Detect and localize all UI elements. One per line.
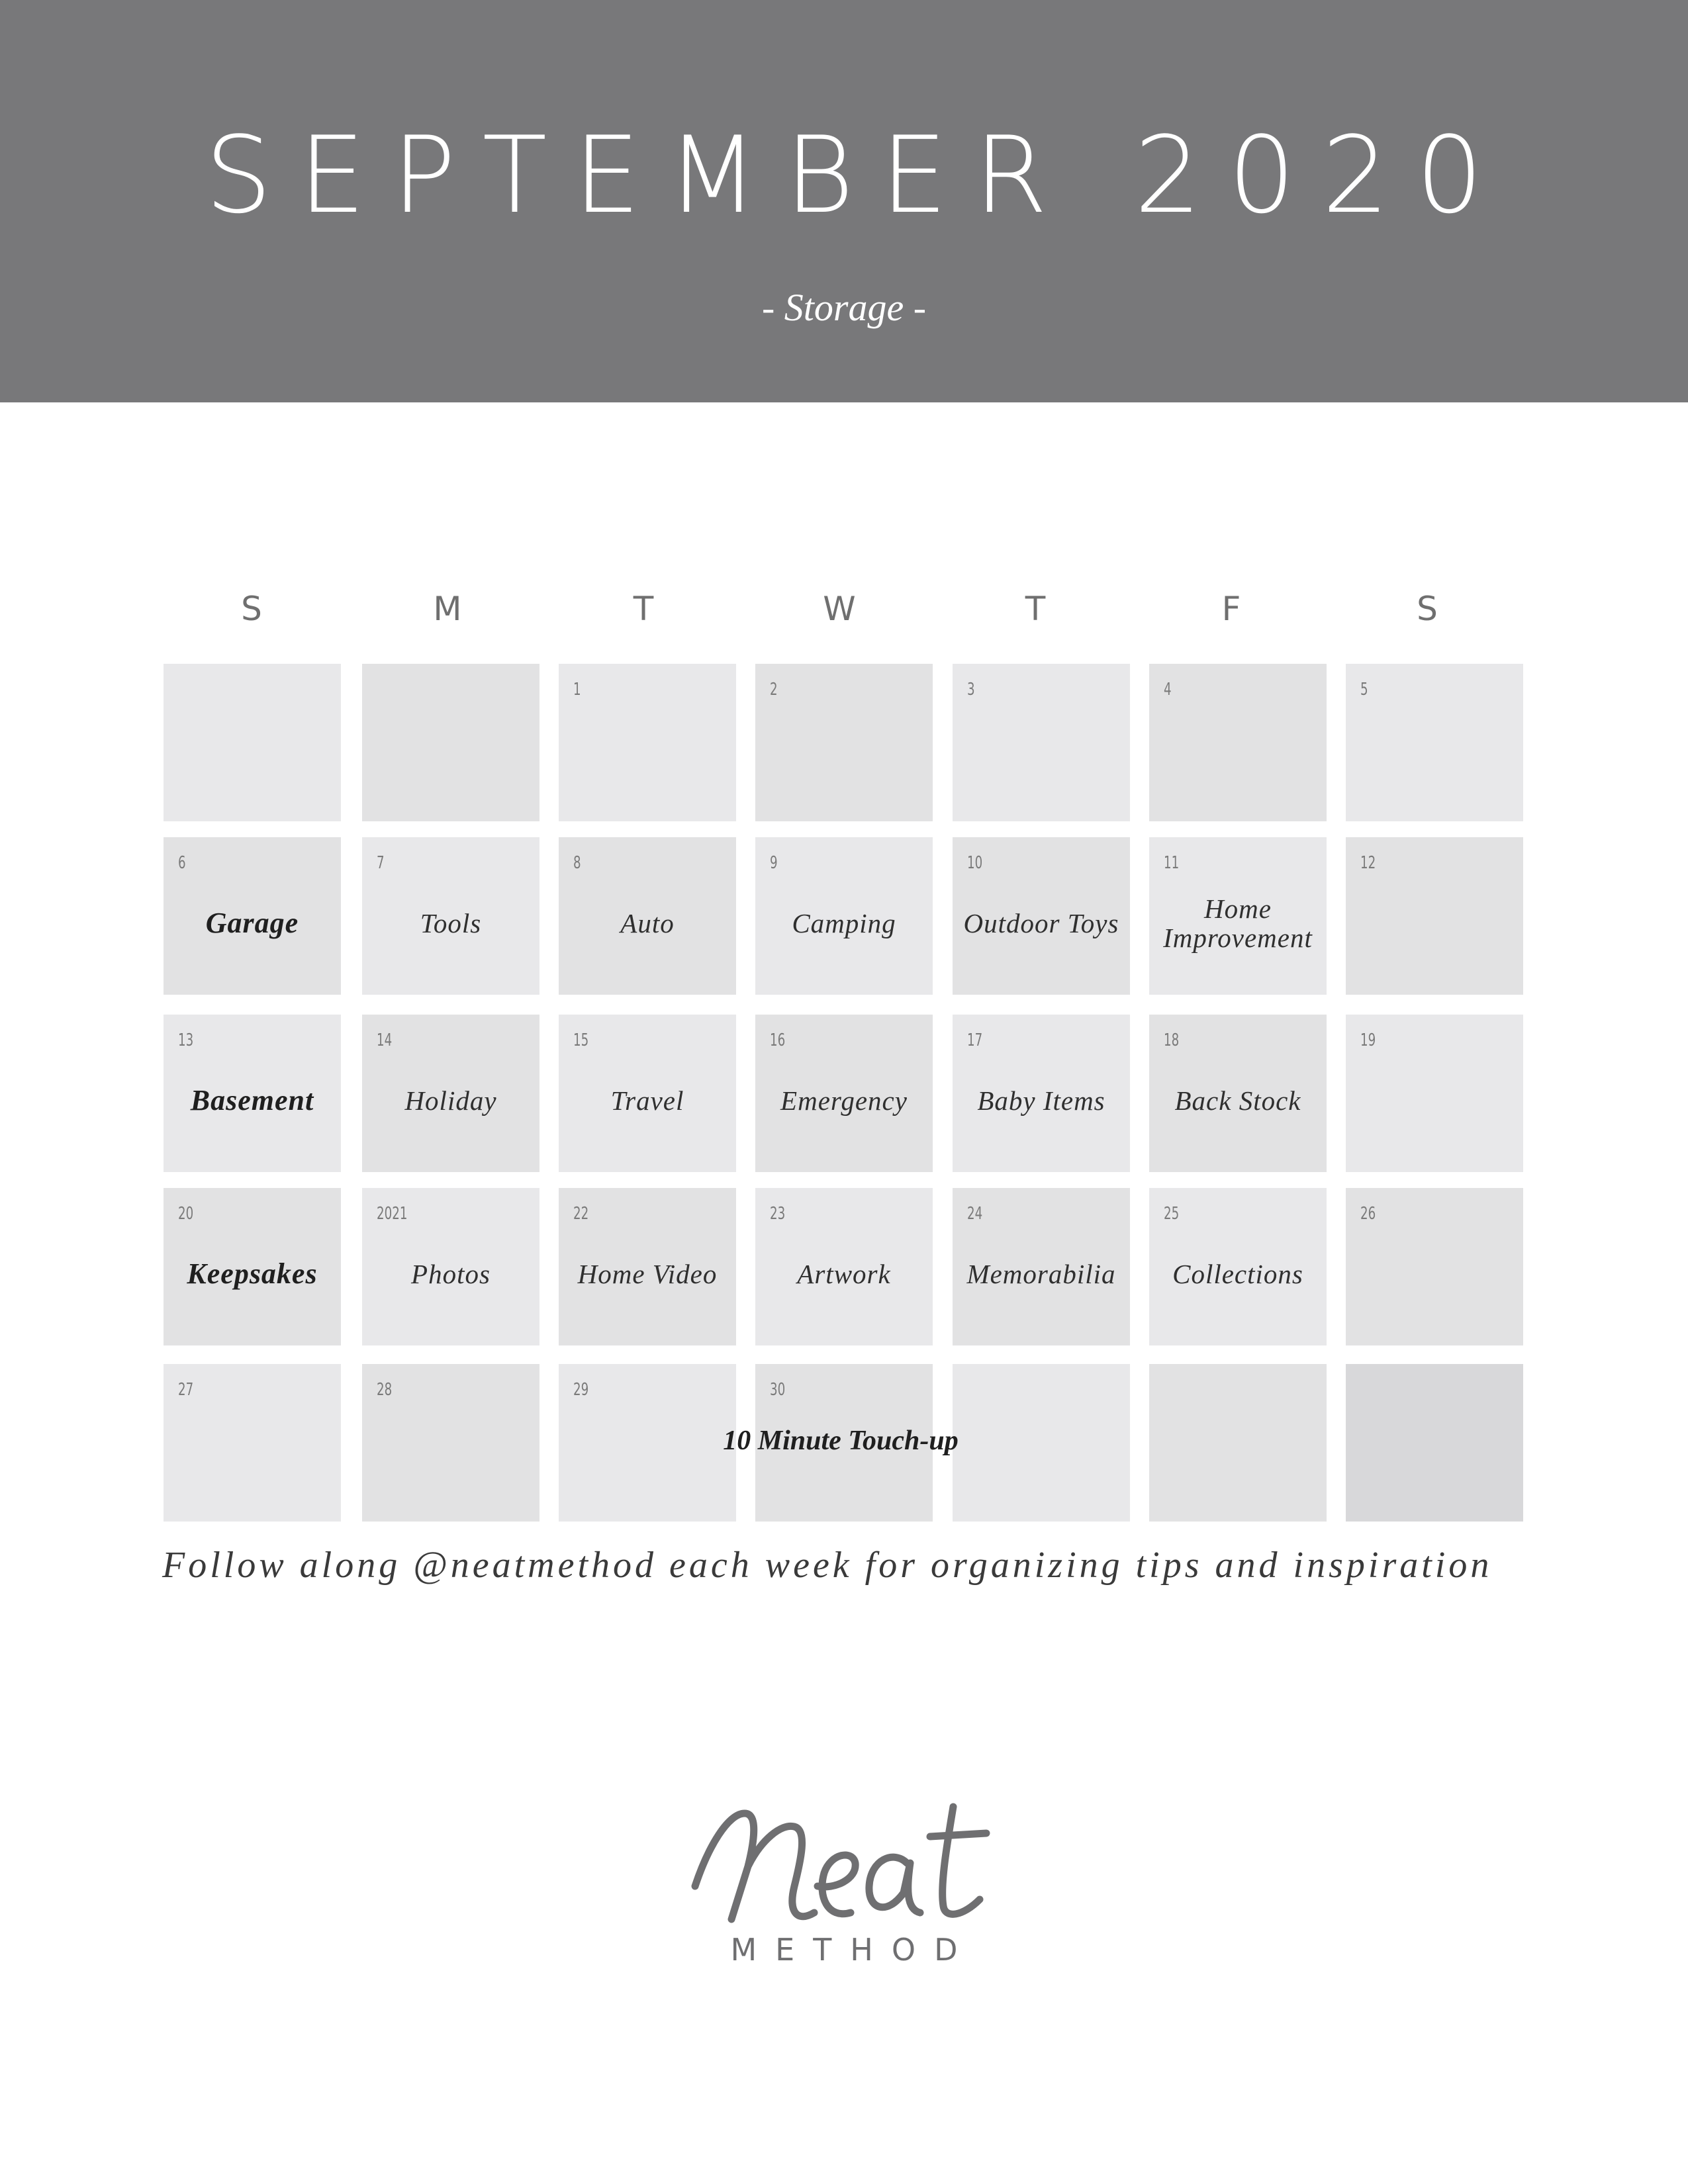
day-number: 24 <box>967 1204 983 1224</box>
day-number: 26 <box>1360 1204 1376 1224</box>
day-topic <box>755 717 933 783</box>
calendar-day-cell <box>164 664 341 821</box>
day-number: 23 <box>770 1204 786 1224</box>
day-topic <box>164 717 341 783</box>
logo-subtitle: METHOD <box>730 1932 976 1968</box>
day-topic: Memorabilia <box>966 1259 1116 1289</box>
day-topic <box>1346 890 1523 956</box>
calendar-day-cell <box>362 1188 539 1345</box>
day-topic: Camping <box>792 908 896 938</box>
day-topic <box>1346 1417 1523 1483</box>
calendar-day-cell <box>1149 837 1327 995</box>
day-topic: Outdoor Toys <box>963 908 1119 938</box>
calendar-day-cell <box>755 1188 933 1345</box>
day-number: 13 <box>178 1030 194 1050</box>
day-topic: Auto <box>620 908 675 938</box>
day-number: 1 <box>573 680 581 700</box>
day-number: 12 <box>1360 853 1376 873</box>
day-topic <box>1346 1241 1523 1307</box>
day-number: 9 <box>770 853 778 873</box>
day-number: 19 <box>1360 1030 1376 1050</box>
weekday-label: M <box>433 590 462 628</box>
day-topic: Photos <box>411 1259 491 1289</box>
day-number: 2 <box>770 680 778 700</box>
day-number: 22 <box>573 1204 589 1224</box>
day-topic <box>1346 717 1523 783</box>
calendar-day-cell <box>953 837 1130 995</box>
day-topic <box>559 717 736 783</box>
weekday-label: T <box>633 590 654 628</box>
day-topic: Collections <box>1172 1259 1303 1289</box>
weekday-label: F <box>1221 590 1241 628</box>
day-topic: Travel <box>610 1085 684 1116</box>
day-number: 4 <box>1164 680 1172 700</box>
touchup-banner: 10 Minute Touch-up <box>723 1426 959 1456</box>
calendar-day-cell <box>953 1015 1130 1172</box>
day-topic: Garage <box>205 907 299 939</box>
day-topic <box>1346 1068 1523 1134</box>
calendar-day-cell <box>164 837 341 995</box>
day-topic: Tools <box>420 908 482 938</box>
day-topic: Home Improvement <box>1163 893 1313 953</box>
calendar-day-cell <box>755 837 933 995</box>
day-number: 10 <box>967 853 983 873</box>
day-topic: Baby Items <box>977 1085 1105 1116</box>
calendar-day-cell <box>559 1188 736 1345</box>
calendar-day-cell <box>362 664 539 821</box>
calendar-day-cell <box>1346 1364 1523 1522</box>
day-topic: Back Stock <box>1174 1085 1301 1116</box>
day-number: 17 <box>967 1030 983 1050</box>
day-number: 11 <box>1164 853 1180 873</box>
day-topic: Keepsakes <box>187 1257 318 1290</box>
calendar-day-cell <box>559 837 736 995</box>
day-topic: Home Video <box>577 1259 718 1289</box>
weekday-label: W <box>823 590 856 628</box>
day-number: 28 <box>377 1380 393 1400</box>
day-number: 18 <box>1164 1030 1180 1050</box>
day-topic <box>164 1417 341 1483</box>
calendar-day-cell <box>164 1364 341 1522</box>
calendar-day-cell <box>953 664 1130 821</box>
header-banner <box>0 0 1688 402</box>
day-number: 27 <box>178 1380 194 1400</box>
day-number: 25 <box>1164 1204 1180 1224</box>
calendar-day-cell <box>953 1188 1130 1345</box>
calendar-day-cell <box>362 1015 539 1172</box>
month-title: SEPTEMBER 2020 <box>205 113 1510 237</box>
day-number: 5 <box>1360 680 1368 700</box>
calendar-day-cell <box>1346 1188 1523 1345</box>
day-number: 30 <box>770 1380 786 1400</box>
calendar-day-cell <box>362 1364 539 1522</box>
calendar-day-cell <box>1346 664 1523 821</box>
day-topic <box>953 717 1130 783</box>
weekday-label: S <box>1417 590 1438 628</box>
day-number: 20 <box>178 1204 194 1224</box>
day-topic: Basement <box>190 1084 314 1116</box>
calendar-day-cell <box>755 1015 933 1172</box>
day-topic: Artwork <box>797 1259 891 1289</box>
day-number: 16 <box>770 1030 786 1050</box>
day-topic: Holiday <box>404 1085 497 1116</box>
day-number: 29 <box>573 1380 589 1400</box>
calendar-day-cell <box>1149 664 1327 821</box>
day-number: 14 <box>377 1030 393 1050</box>
day-topic <box>1149 717 1327 783</box>
day-topic <box>1149 1417 1327 1483</box>
theme-subtitle: - Storage - <box>761 286 927 329</box>
calendar-day-cell <box>164 1188 341 1345</box>
day-number: 7 <box>377 853 385 873</box>
day-topic: Emergency <box>780 1085 908 1116</box>
calendar-day-cell <box>1149 1364 1327 1522</box>
weekday-label: S <box>241 590 262 628</box>
weekday-label: T <box>1025 590 1046 628</box>
calendar-day-cell <box>1346 837 1523 995</box>
calendar-day-cell <box>1149 1015 1327 1172</box>
day-number: 15 <box>573 1030 589 1050</box>
footer-caption: Follow along @neatmethod each week for organizing tips and inspiration <box>162 1545 1493 1586</box>
calendar-day-cell <box>755 664 933 821</box>
day-number: 6 <box>178 853 186 873</box>
calendar-day-cell <box>1346 1015 1523 1172</box>
calendar-day-cell <box>164 1015 341 1172</box>
day-number: 2021 <box>377 1204 408 1224</box>
day-number: 8 <box>573 853 581 873</box>
day-number: 3 <box>967 680 975 700</box>
calendar-day-cell <box>1149 1188 1327 1345</box>
calendar-day-cell <box>559 664 736 821</box>
day-topic <box>362 717 539 783</box>
calendar-day-cell <box>559 1015 736 1172</box>
day-topic <box>362 1417 539 1483</box>
calendar-day-cell <box>362 837 539 995</box>
